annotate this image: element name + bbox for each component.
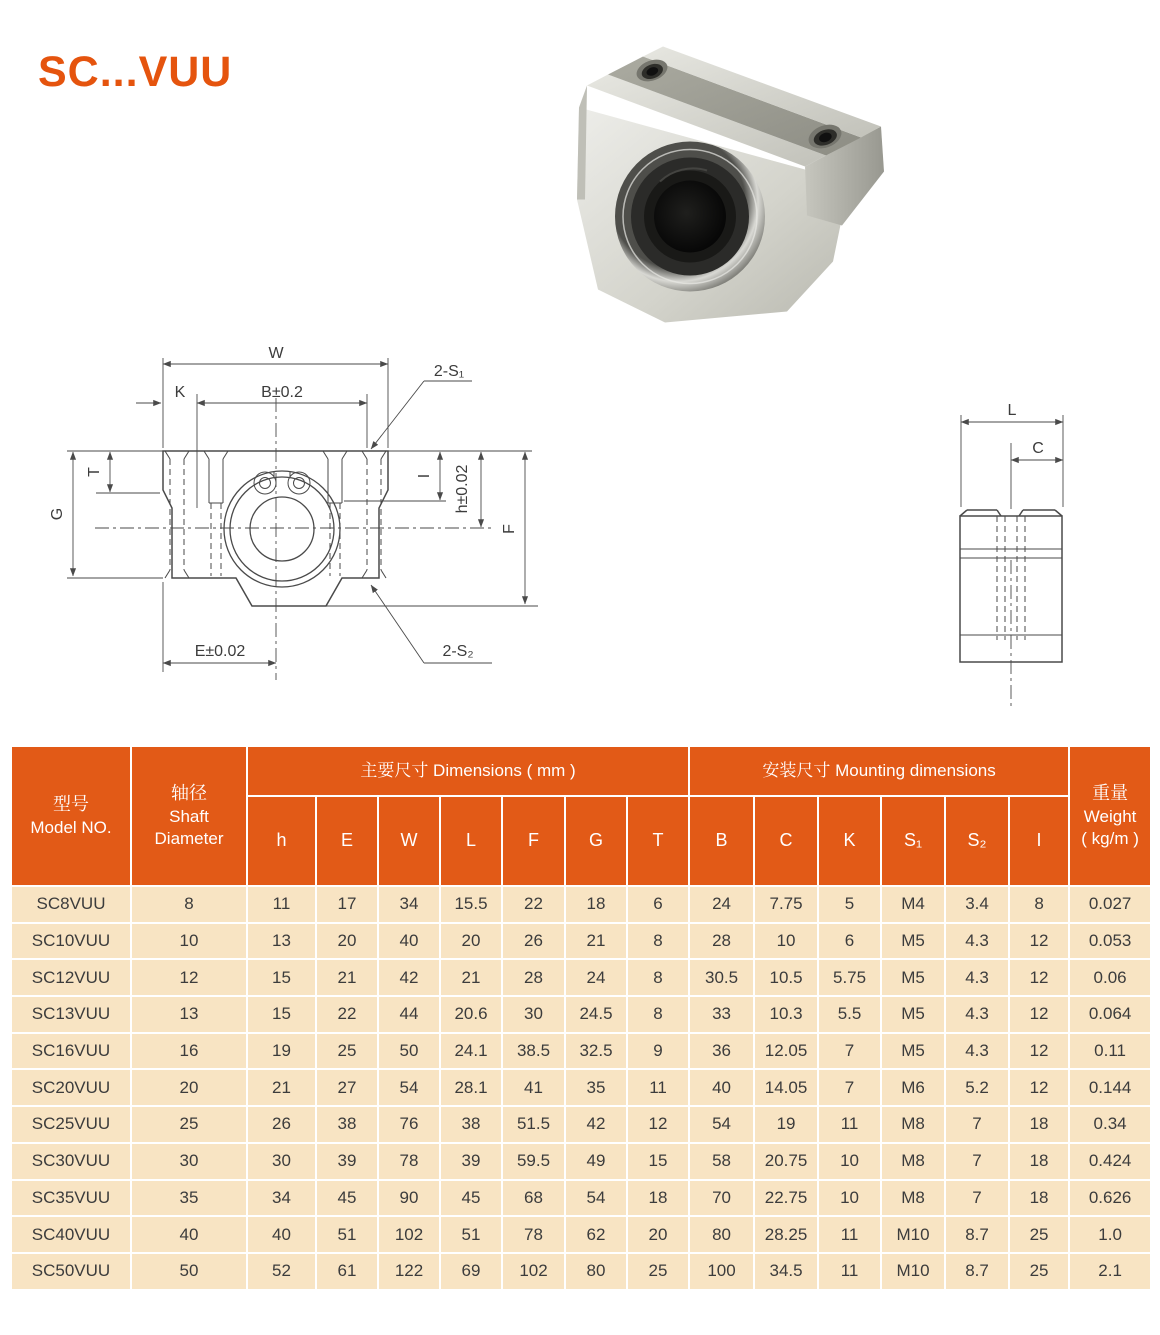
- value-cell: M5: [881, 1033, 945, 1070]
- spec-table-body: [11, 886, 1151, 1290]
- value-cell: 12: [1009, 1069, 1069, 1106]
- value-cell: 76: [378, 1106, 440, 1143]
- value-cell: 39: [316, 1143, 378, 1180]
- value-cell: 12: [1009, 996, 1069, 1033]
- value-cell: 41: [502, 1069, 565, 1106]
- value-cell: 12: [627, 1106, 689, 1143]
- value-cell: 8: [131, 886, 247, 923]
- value-cell: 40: [378, 923, 440, 960]
- value-cell: 42: [378, 959, 440, 996]
- value-cell: 0.626: [1069, 1180, 1151, 1217]
- value-cell: 54: [689, 1106, 754, 1143]
- value-cell: 28.25: [754, 1216, 818, 1253]
- value-cell: 90: [378, 1180, 440, 1217]
- header-col-s1: S₁: [881, 796, 945, 886]
- value-cell: 34: [378, 886, 440, 923]
- front-hole-left-outer: [165, 451, 189, 578]
- value-cell: 8: [1009, 886, 1069, 923]
- value-cell: 25: [131, 1106, 247, 1143]
- leader-s2: [371, 585, 424, 663]
- value-cell: 12: [1009, 923, 1069, 960]
- header-model: [11, 746, 131, 886]
- table-row: [11, 959, 1151, 996]
- front-hole-right-outer: [362, 451, 386, 578]
- header-col-l: L: [440, 796, 502, 886]
- model-cell: SC40VUU: [11, 1216, 131, 1253]
- value-cell: 21: [565, 923, 627, 960]
- value-cell: 18: [565, 886, 627, 923]
- value-cell: 17: [316, 886, 378, 923]
- value-cell: 38: [440, 1106, 502, 1143]
- dim-label-c: C: [1032, 440, 1044, 457]
- value-cell: 4.3: [945, 923, 1009, 960]
- value-cell: 80: [689, 1216, 754, 1253]
- table-row: [11, 1253, 1151, 1290]
- value-cell: 10.5: [754, 959, 818, 996]
- header-dimensions-group: 主要尺寸 Dimensions ( mm ): [247, 746, 689, 796]
- value-cell: 28.1: [440, 1069, 502, 1106]
- value-cell: 0.06: [1069, 959, 1151, 996]
- value-cell: 10: [131, 923, 247, 960]
- value-cell: 33: [689, 996, 754, 1033]
- value-cell: 21: [316, 959, 378, 996]
- value-cell: 24.5: [565, 996, 627, 1033]
- value-cell: 35: [131, 1180, 247, 1217]
- dim-label-b: B±0.2: [261, 384, 303, 401]
- value-cell: 18: [1009, 1143, 1069, 1180]
- dim-label-h: h±0.02: [454, 464, 471, 514]
- value-cell: 7: [818, 1069, 881, 1106]
- table-row: [11, 1106, 1151, 1143]
- value-cell: 49: [565, 1143, 627, 1180]
- value-cell: 122: [378, 1253, 440, 1290]
- value-cell: 7: [818, 1033, 881, 1070]
- value-cell: 7: [945, 1180, 1009, 1217]
- value-cell: 26: [247, 1106, 316, 1143]
- technical-drawing: [0, 330, 1160, 732]
- value-cell: 13: [131, 996, 247, 1033]
- value-cell: 11: [627, 1069, 689, 1106]
- value-cell: 30: [247, 1143, 316, 1180]
- front-view: [49, 345, 538, 680]
- front-bearing-circles: [224, 471, 340, 587]
- value-cell: 22: [502, 886, 565, 923]
- header-weight: [1069, 746, 1151, 886]
- value-cell: 18: [1009, 1180, 1069, 1217]
- header-shaft-en1: Shaft: [169, 806, 209, 826]
- value-cell: 45: [316, 1180, 378, 1217]
- value-cell: 8: [627, 996, 689, 1033]
- side-view: [960, 402, 1063, 706]
- leader-s1: [371, 381, 424, 449]
- value-cell: 34: [247, 1180, 316, 1217]
- value-cell: 21: [247, 1069, 316, 1106]
- table-row: [11, 1180, 1151, 1217]
- value-cell: 8: [627, 923, 689, 960]
- header-col-t: T: [627, 796, 689, 886]
- value-cell: 25: [316, 1033, 378, 1070]
- value-cell: 59.5: [502, 1143, 565, 1180]
- table-row: [11, 1216, 1151, 1253]
- value-cell: M8: [881, 1106, 945, 1143]
- value-cell: 3.4: [945, 886, 1009, 923]
- value-cell: 15: [247, 996, 316, 1033]
- header-col-h: h: [247, 796, 316, 886]
- value-cell: 15: [247, 959, 316, 996]
- value-cell: 0.144: [1069, 1069, 1151, 1106]
- value-cell: 19: [754, 1106, 818, 1143]
- value-cell: 69: [440, 1253, 502, 1290]
- value-cell: M5: [881, 996, 945, 1033]
- value-cell: 5: [818, 886, 881, 923]
- value-cell: 30.5: [689, 959, 754, 996]
- value-cell: 22.75: [754, 1180, 818, 1217]
- value-cell: 52: [247, 1253, 316, 1290]
- header-col-k: K: [818, 796, 881, 886]
- value-cell: 39: [440, 1143, 502, 1180]
- value-cell: 8: [627, 959, 689, 996]
- value-cell: 11: [818, 1253, 881, 1290]
- dim-label-i: I: [416, 473, 433, 479]
- value-cell: M10: [881, 1253, 945, 1290]
- value-cell: 58: [689, 1143, 754, 1180]
- header-col-s2: S₂: [945, 796, 1009, 886]
- model-cell: SC35VUU: [11, 1180, 131, 1217]
- value-cell: 12: [131, 959, 247, 996]
- header-shaft-diameter: [131, 746, 247, 886]
- header-col-i: I: [1009, 796, 1069, 886]
- value-cell: 36: [689, 1033, 754, 1070]
- value-cell: 1.0: [1069, 1216, 1151, 1253]
- value-cell: 51.5: [502, 1106, 565, 1143]
- value-cell: 38: [316, 1106, 378, 1143]
- value-cell: 8.7: [945, 1253, 1009, 1290]
- value-cell: 18: [627, 1180, 689, 1217]
- dim-label-t: T: [86, 467, 103, 477]
- table-row: [11, 1143, 1151, 1180]
- value-cell: 50: [378, 1033, 440, 1070]
- header-col-w: W: [378, 796, 440, 886]
- value-cell: 21: [440, 959, 502, 996]
- value-cell: 102: [502, 1253, 565, 1290]
- value-cell: 5.5: [818, 996, 881, 1033]
- value-cell: 51: [316, 1216, 378, 1253]
- value-cell: 7.75: [754, 886, 818, 923]
- value-cell: 11: [818, 1216, 881, 1253]
- dim-label-l: L: [1007, 402, 1017, 419]
- value-cell: 9: [627, 1033, 689, 1070]
- value-cell: 20: [627, 1216, 689, 1253]
- value-cell: M4: [881, 886, 945, 923]
- value-cell: 11: [818, 1106, 881, 1143]
- value-cell: 12.05: [754, 1033, 818, 1070]
- value-cell: 18: [1009, 1106, 1069, 1143]
- value-cell: 78: [502, 1216, 565, 1253]
- value-cell: M8: [881, 1143, 945, 1180]
- dim-label-s2: 2-S₂: [442, 643, 474, 660]
- value-cell: 50: [131, 1253, 247, 1290]
- header-shaft-en2: Diameter: [154, 828, 224, 848]
- value-cell: 45: [440, 1180, 502, 1217]
- header-weight-unit: ( kg/m ): [1081, 828, 1139, 848]
- model-cell: SC30VUU: [11, 1143, 131, 1180]
- value-cell: 40: [689, 1069, 754, 1106]
- value-cell: 35: [565, 1069, 627, 1106]
- value-cell: M8: [881, 1180, 945, 1217]
- value-cell: 20: [316, 923, 378, 960]
- value-cell: 102: [378, 1216, 440, 1253]
- value-cell: 12: [1009, 959, 1069, 996]
- value-cell: 54: [565, 1180, 627, 1217]
- value-cell: 32.5: [565, 1033, 627, 1070]
- value-cell: 2.1: [1069, 1253, 1151, 1290]
- value-cell: 20: [131, 1069, 247, 1106]
- value-cell: 20: [440, 923, 502, 960]
- value-cell: 16: [131, 1033, 247, 1070]
- value-cell: 0.064: [1069, 996, 1151, 1033]
- value-cell: 68: [502, 1180, 565, 1217]
- value-cell: 24: [689, 886, 754, 923]
- value-cell: M10: [881, 1216, 945, 1253]
- table-row: [11, 923, 1151, 960]
- model-cell: SC8VUU: [11, 886, 131, 923]
- model-cell: SC50VUU: [11, 1253, 131, 1290]
- value-cell: 42: [565, 1106, 627, 1143]
- value-cell: 5.75: [818, 959, 881, 996]
- value-cell: 30: [131, 1143, 247, 1180]
- table-row: [11, 886, 1151, 923]
- value-cell: M6: [881, 1069, 945, 1106]
- value-cell: 30: [502, 996, 565, 1033]
- value-cell: 20.6: [440, 996, 502, 1033]
- value-cell: 4.3: [945, 959, 1009, 996]
- header-col-g: G: [565, 796, 627, 886]
- value-cell: 20.75: [754, 1143, 818, 1180]
- model-cell: SC16VUU: [11, 1033, 131, 1070]
- product-photo: [565, 18, 910, 336]
- value-cell: 15: [627, 1143, 689, 1180]
- dim-label-w: W: [268, 345, 284, 362]
- value-cell: 19: [247, 1033, 316, 1070]
- header-weight-en: Weight: [1083, 806, 1137, 826]
- dim-label-e: E±0.02: [194, 643, 246, 660]
- value-cell: 0.027: [1069, 886, 1151, 923]
- value-cell: 38.5: [502, 1033, 565, 1070]
- table-row: [11, 996, 1151, 1033]
- table-row: [11, 1033, 1151, 1070]
- value-cell: 40: [247, 1216, 316, 1253]
- value-cell: 10.3: [754, 996, 818, 1033]
- model-cell: SC10VUU: [11, 923, 131, 960]
- value-cell: 34.5: [754, 1253, 818, 1290]
- value-cell: 6: [818, 923, 881, 960]
- dim-label-f: F: [501, 524, 518, 534]
- value-cell: 28: [502, 959, 565, 996]
- value-cell: 25: [1009, 1216, 1069, 1253]
- value-cell: M5: [881, 959, 945, 996]
- front-hole-right-inner: [323, 451, 347, 576]
- value-cell: 70: [689, 1180, 754, 1217]
- linear-bearing: [615, 142, 765, 292]
- dim-label-g: G: [49, 507, 66, 521]
- value-cell: 78: [378, 1143, 440, 1180]
- value-cell: 0.424: [1069, 1143, 1151, 1180]
- value-cell: 7: [945, 1143, 1009, 1180]
- value-cell: 44: [378, 996, 440, 1033]
- value-cell: 10: [818, 1180, 881, 1217]
- value-cell: 0.34: [1069, 1106, 1151, 1143]
- dim-label-k: K: [174, 384, 186, 401]
- header-col-c: C: [754, 796, 818, 886]
- header-col-f: F: [502, 796, 565, 886]
- value-cell: 25: [627, 1253, 689, 1290]
- value-cell: M5: [881, 923, 945, 960]
- value-cell: 10: [754, 923, 818, 960]
- value-cell: 12: [1009, 1033, 1069, 1070]
- header-col-e: E: [316, 796, 378, 886]
- model-cell: SC20VUU: [11, 1069, 131, 1106]
- value-cell: 6: [627, 886, 689, 923]
- value-cell: 26: [502, 923, 565, 960]
- dim-label-s1: 2-S₁: [433, 363, 465, 380]
- model-cell: SC12VUU: [11, 959, 131, 996]
- value-cell: 27: [316, 1069, 378, 1106]
- value-cell: 24: [565, 959, 627, 996]
- header-model-en: Model NO.: [30, 817, 112, 837]
- model-cell: SC13VUU: [11, 996, 131, 1033]
- header-model-zh: 型号: [53, 794, 89, 815]
- header-mounting-group: 安装尺寸 Mounting dimensions: [689, 746, 1069, 796]
- value-cell: 10: [818, 1143, 881, 1180]
- value-cell: 28: [689, 923, 754, 960]
- value-cell: 7: [945, 1106, 1009, 1143]
- front-hole-left-inner: [204, 451, 228, 576]
- header-shaft-zh: 轴径: [171, 783, 207, 804]
- spec-table: [10, 745, 1152, 1291]
- value-cell: 22: [316, 996, 378, 1033]
- page-title: SC...VUU: [38, 48, 233, 96]
- value-cell: 11: [247, 886, 316, 923]
- value-cell: 4.3: [945, 1033, 1009, 1070]
- value-cell: 61: [316, 1253, 378, 1290]
- value-cell: 24.1: [440, 1033, 502, 1070]
- table-row: [11, 1069, 1151, 1106]
- value-cell: 8.7: [945, 1216, 1009, 1253]
- value-cell: 80: [565, 1253, 627, 1290]
- value-cell: 4.3: [945, 996, 1009, 1033]
- value-cell: 13: [247, 923, 316, 960]
- value-cell: 25: [1009, 1253, 1069, 1290]
- value-cell: 15.5: [440, 886, 502, 923]
- value-cell: 62: [565, 1216, 627, 1253]
- value-cell: 5.2: [945, 1069, 1009, 1106]
- value-cell: 14.05: [754, 1069, 818, 1106]
- value-cell: 0.053: [1069, 923, 1151, 960]
- value-cell: 0.11: [1069, 1033, 1151, 1070]
- value-cell: 51: [440, 1216, 502, 1253]
- header-col-b: B: [689, 796, 754, 886]
- value-cell: 40: [131, 1216, 247, 1253]
- header-weight-zh: 重量: [1092, 783, 1129, 804]
- model-cell: SC25VUU: [11, 1106, 131, 1143]
- value-cell: 100: [689, 1253, 754, 1290]
- value-cell: 54: [378, 1069, 440, 1106]
